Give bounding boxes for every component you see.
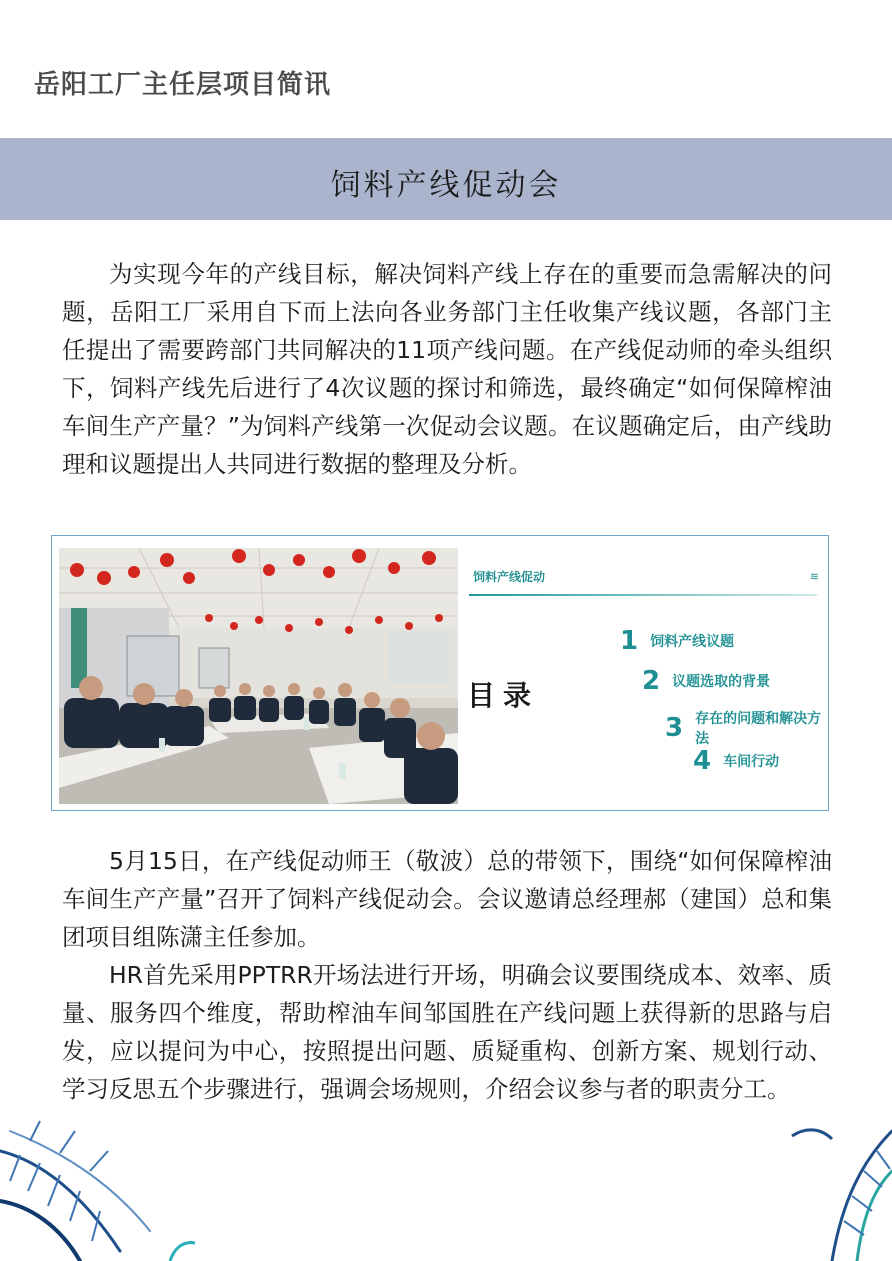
meeting-figure [51,535,829,811]
slide-header: 饲料产线促动 [473,570,546,584]
agenda-item-2: 2 议题选取的背景 [642,666,771,696]
hr-opening-paragraph: HR首先采用PPTRR开场法进行开场，明确会议要围绕成本、效率、质量、服务四个维度，帮助榨油车间邹国胜在产线问题上获得新的思路与启发，应以提问为中心，按照提出问题、质疑重构、创新方案、规划行动、学习反思五个步骤进行，强调会场规则，介绍会议参与者的职责分工。 [62,961,832,1103]
agenda-item-3: 3 存在的问题和解决方法 [665,711,822,747]
meeting-paragraph: 5月15日，在产线促动师王（敬波）总的带领下，围绕“如何保障榨油车间生产产量”召开了饲料产线促动会。会议邀请总经理郝（建国）总和集团项目组陈潇主任参加。 [62,847,832,951]
slide-logo-icon: ≋ [809,570,819,583]
intro-paragraph: 为实现今年的产线目标，解决饲料产线上存在的重要而急需解决的问题，岳阳工厂采用自下而上法向各业务部门主任收集产线议题，各部门主任提出了需要跨部门共同解决的11项产线问题。在产线促动师的牵头组织下，饲料产线先后进行了4次议题的探讨和筛选，最终确定“如何保障榨油车间生产产量？”为饲料产线第一次促动会议题。在议题确定后，由产线助理和议题提出人共同进行数据的整理及分析。 [62,260,832,478]
agenda-slide [459,548,825,804]
slide-divider [469,594,817,596]
agenda-item-4: 4 车间行动 [693,746,780,776]
meeting-photo-illustration [59,548,458,804]
palm-leaf-decoration-left [0,1111,230,1261]
section-banner [0,138,892,220]
section-title: 饲料产线促动会 [330,168,562,203]
document-title: 岳阳工厂主任层项目简讯 [34,70,332,100]
palm-leaf-decoration-right [752,1121,892,1261]
meeting-photo [59,548,458,804]
slide-agenda-heading: 目录 [467,679,540,712]
agenda-item-1: 1 饲料产线议题 [620,626,735,656]
